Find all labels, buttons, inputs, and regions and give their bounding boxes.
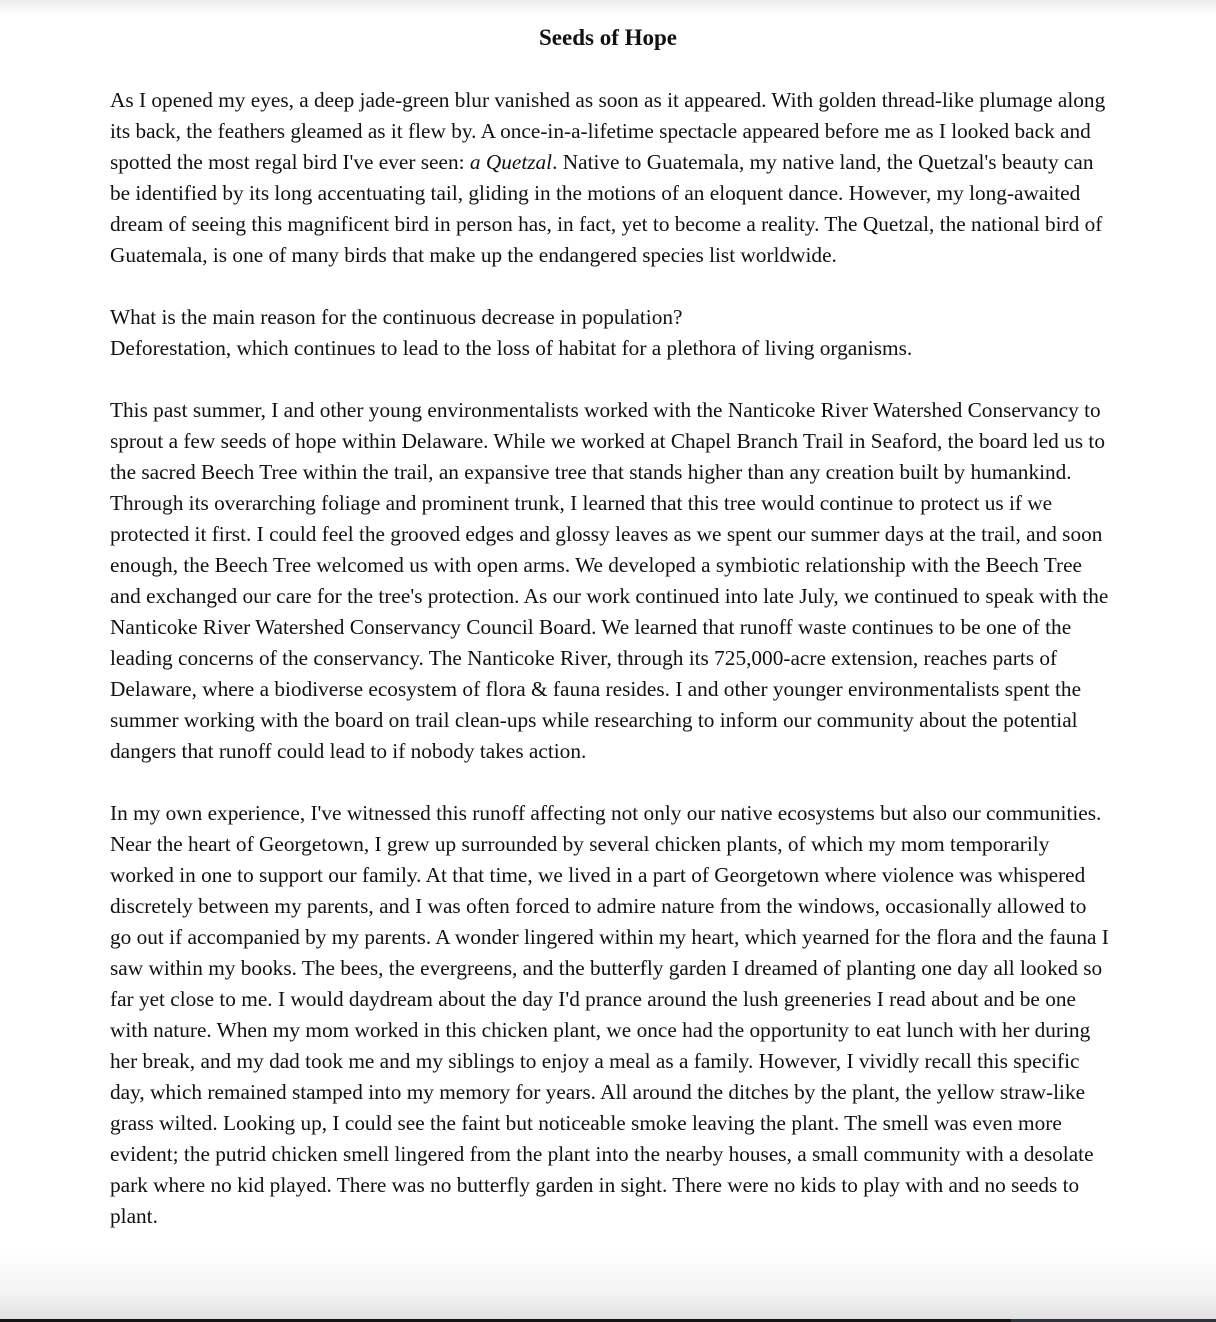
paragraph-text: As I opened my eyes, a deep jade-green blur vanished as soon as it appeared. With golden thread-like plumage along its back, the feathers gleamed as it flew by. A once-in-a-lifetime spectacle appeared before me as I looked back and spotted the most regal bird I've ever seen: [110,88,1106,174]
document-body [110,85,1110,1263]
paragraph-answer: Deforestation, which continues to lead to the loss of habitat for a plethora of living organisms. [110,336,913,360]
document-title: Seeds of Hope [539,25,677,50]
paragraph-question: What is the main reason for the continuous decrease in population? [110,305,683,329]
top-edge-shadow [0,0,1216,16]
paragraph-text: . Native to Guatemala, my native land, the Quetzal's beauty can be identified by its long accentuating tail, gliding in the motions of an eloquent dance. However, my long-awaited dream of seeing this magnificent bird in person has, in fact, yet to become a reality. The Quetzal, the national bird of Guatemala, is one of many birds that make up the endangered species list worldwide. [110,150,1103,267]
paragraph-quetzal [110,85,1110,271]
paragraph-summer-work: This past summer, I and other young environmentalists worked with the Nanticoke River Watershed Conservancy to sprout a few seeds of hope within Delaware. While we worked at Chapel Branch Trail in Seaford, the board led us to the sacred Beech Tree within the trail, an expansive tree that stands higher than any creation built by humankind. Through its overarching foliage and prominent trunk, I learned that this tree would continue to protect us if we protected it first. I could feel the grooved edges and glossy leaves as we spent our summer days at the trail, and soon enough, the Beech Tree welcomed us with open arms. We developed a symbiotic relationship with the Beech Tree and exchanged our care for the tree's protection. As our work continued into late July, we continued to speak with the Nanticoke River Watershed Conservancy Council Board. We learned that runoff waste continues to be one of the leading concerns of the conservancy. The Nanticoke River, through its 725,000-acre extension, reaches parts of Delaware, where a biodiverse ecosystem of flora & fauna resides. I and other younger environmentalists spent the summer working with the board on trail clean-ups while researching to inform our community about the potential dangers that runoff could lead to if nobody takes action. [110,398,1109,763]
paragraph-own-experience: In my own experience, I've witnessed this runoff affecting not only our native ecosystems but also our communities. Near the heart of Georgetown, I grew up surrounded by several chicken plants, of which my mom temporarily worked in one to support our family. At that time, we lived in a part of Georgetown where violence was whispered discretely between my parents, and I was often forced to admire nature from the windows, occasionally allowed to go out if accompanied by my parents. A wonder lingered within my heart, which yearned for the flora and the fauna I saw within my books. The bees, the evergreens, and the butterfly garden I dreamed of planting one day all looked so far yet close to me. I would daydream about the day I'd prance around the lush greeneries I read about and be one with nature. When my mom worked in this chicken plant, we once had the opportunity to eat lunch with her during her break, and my dad took me and my siblings to enjoy a meal as a family. However, I vividly recall this specific day, which remained stamped into my memory for years. All around the ditches by the plant, the yellow straw-like grass wilted. Looking up, I could see the faint but noticeable smoke leaving the plant. The smell was even more evident; the putrid chicken smell lingered from the plant into the nearby houses, a small community with a desolate park where no kid played. There was no butterfly garden in sight. There were no kids to play with and no seeds to plant. [110,801,1109,1228]
italic-emphasis: a Quetzal [469,150,553,174]
